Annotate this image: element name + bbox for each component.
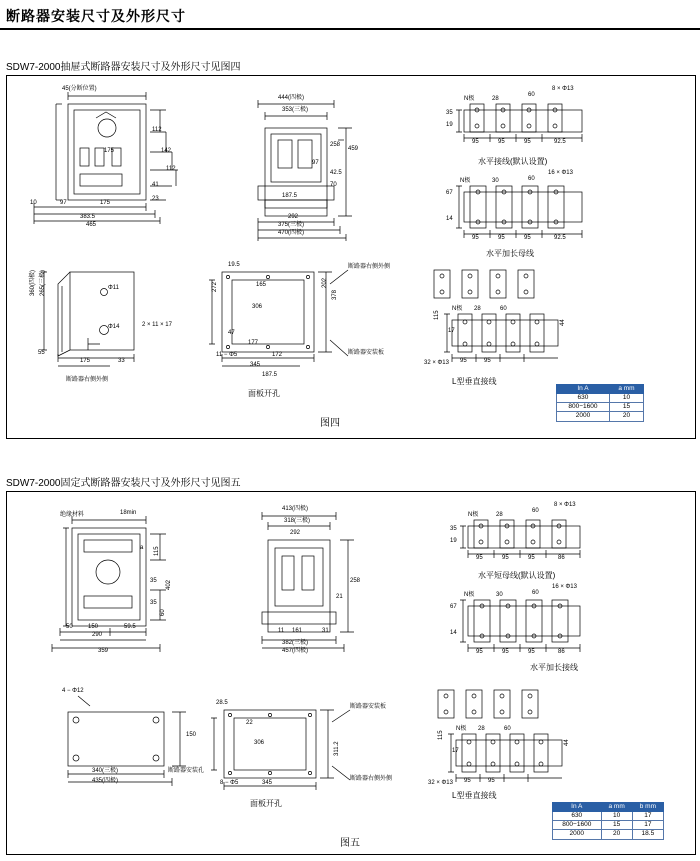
dim-label: 382(三极) bbox=[282, 640, 309, 646]
dim-label: 19.5 bbox=[228, 262, 240, 268]
dim-label: 258 bbox=[350, 578, 361, 584]
dim-label: 33 bbox=[118, 358, 125, 364]
dim-label: 172 bbox=[272, 352, 283, 358]
table-header-cell: a mm bbox=[609, 385, 643, 394]
dim-label: 97 bbox=[312, 160, 319, 166]
dim-label: 55 bbox=[38, 350, 45, 356]
dim-label: 202 bbox=[322, 277, 328, 288]
dim-label: 95 bbox=[524, 235, 531, 241]
dim-label: 383.5 bbox=[80, 214, 96, 220]
dim-label: 95 bbox=[476, 649, 483, 655]
dim-label: 435(四极) bbox=[92, 778, 119, 784]
dim-label: 150 bbox=[186, 732, 197, 738]
table-cell: 20 bbox=[609, 412, 643, 421]
dim-label: 95 bbox=[476, 555, 483, 561]
dim-label: 187.5 bbox=[262, 372, 278, 378]
dim-label: 86 bbox=[558, 555, 565, 561]
dim-label: 23 bbox=[152, 196, 159, 202]
dim-label: 8 × Φ13 bbox=[552, 86, 574, 92]
dim-label: 44 bbox=[564, 739, 570, 746]
dim-label: 187.5 bbox=[282, 193, 298, 199]
dim-label: 175 bbox=[104, 148, 115, 154]
dim-label: Φ11 bbox=[108, 285, 120, 291]
dim-label: 2 × 11 × 17 bbox=[142, 322, 172, 328]
dim-label: N极 bbox=[468, 512, 479, 518]
table-cell: 10 bbox=[601, 812, 632, 821]
dim-label: 97 bbox=[60, 200, 67, 206]
dim-label: 30 bbox=[492, 178, 499, 184]
subcaption-panel-cut: 面板开孔 bbox=[250, 799, 282, 808]
dim-label: 265(三极) bbox=[40, 269, 46, 296]
subcaption-panel-cut: 面板开孔 bbox=[248, 389, 280, 398]
table-cell: 2000 bbox=[557, 412, 610, 421]
dim-label: 345 bbox=[250, 362, 261, 368]
dim-label: 115 bbox=[154, 546, 160, 556]
dim-label: 41 bbox=[152, 182, 159, 188]
dim-label: 175 bbox=[100, 200, 111, 206]
dim-label: 165 bbox=[256, 282, 267, 288]
table-header-cell: a mm bbox=[601, 803, 632, 812]
dim-label: N极 bbox=[464, 592, 475, 598]
dim-label: 340(三极) bbox=[92, 768, 119, 774]
dim-label: 32 × Φ13 bbox=[428, 780, 453, 786]
subcaption-extended: 水平加长母线 bbox=[486, 249, 534, 258]
table-cell: 630 bbox=[553, 812, 602, 821]
dim-label: 59.5 bbox=[124, 624, 136, 630]
dim-label: 290 bbox=[92, 632, 103, 638]
dim-label: 17 bbox=[452, 748, 459, 754]
dim-label: 112 bbox=[152, 127, 162, 133]
table-cell: 800−1600 bbox=[557, 403, 610, 412]
dim-label: 35 bbox=[446, 110, 453, 116]
dim-label: 17 bbox=[448, 328, 455, 334]
subcaption-horizontal: 水平接线(默认设置) bbox=[478, 157, 548, 166]
dim-label: 95 bbox=[472, 235, 479, 241]
table-cell: 17 bbox=[632, 821, 663, 830]
dim-label: 92.5 bbox=[554, 235, 566, 241]
dim-label: 353(三极) bbox=[282, 107, 309, 113]
dim-label: N极 bbox=[460, 178, 471, 184]
dim-label: 161 bbox=[292, 628, 303, 634]
dim-label: a bbox=[140, 545, 144, 551]
table-cell: 15 bbox=[609, 403, 643, 412]
dim-label: 32 × Φ13 bbox=[424, 360, 449, 366]
dim-label: 50 bbox=[66, 624, 73, 630]
dim-label: 306 bbox=[252, 304, 263, 310]
dim-label: 95 bbox=[528, 555, 535, 561]
dim-label: 378 bbox=[332, 289, 338, 300]
dim-label: 375(三极) bbox=[278, 222, 305, 228]
dim-label: 18min bbox=[120, 510, 137, 516]
dim-label: 92.5 bbox=[554, 139, 566, 145]
dim-label: 28 bbox=[474, 306, 481, 312]
dim-label: 60 bbox=[500, 306, 507, 312]
dim-label: 95 bbox=[484, 358, 491, 364]
table-cell: 20 bbox=[601, 830, 632, 839]
dim-label: 95 bbox=[502, 649, 509, 655]
dim-label: 67 bbox=[450, 604, 457, 610]
dim-label: 22 bbox=[246, 720, 253, 726]
dim-label: N极 bbox=[456, 726, 467, 732]
dim-label: 35 bbox=[150, 578, 157, 584]
table-row bbox=[553, 821, 664, 830]
dim-label: 95 bbox=[524, 139, 531, 145]
dim-label: 30 bbox=[496, 592, 503, 598]
dim-label: 95 bbox=[498, 235, 505, 241]
dim-label: 断路器右侧外侧 bbox=[66, 377, 109, 383]
dim-label: 60 bbox=[528, 176, 535, 182]
figure-label-five: 图五 bbox=[340, 838, 360, 849]
table-header-cell: In A bbox=[557, 385, 610, 394]
dim-label: 459 bbox=[348, 146, 359, 152]
dim-label: 19 bbox=[446, 122, 453, 128]
dim-label: 断路器安装板 bbox=[350, 704, 387, 710]
dim-label: 60 bbox=[528, 92, 535, 98]
dim-label: 175 bbox=[80, 358, 91, 364]
section-2-caption: SDW7-2000固定式断路器安装尺寸及外形尺寸见图五 bbox=[6, 478, 241, 489]
dim-label: 292 bbox=[290, 530, 301, 536]
dim-label: 28 bbox=[478, 726, 485, 732]
dim-label: 28 bbox=[496, 512, 503, 518]
dim-label: 10 bbox=[30, 200, 37, 206]
table-cell: 630 bbox=[557, 394, 610, 403]
dim-label: 28.5 bbox=[216, 700, 228, 706]
dim-label: 60 bbox=[532, 590, 539, 596]
dim-label: 35 bbox=[150, 600, 157, 606]
dim-label: 60 bbox=[532, 508, 539, 514]
table-cell: 10 bbox=[609, 394, 643, 403]
dim-label: 150 bbox=[88, 624, 99, 630]
dim-label: 11 − Φ5 bbox=[216, 352, 238, 358]
figure-label-four: 图四 bbox=[320, 418, 340, 429]
dim-label: 258 bbox=[330, 142, 341, 148]
dim-label: 8 × Φ13 bbox=[554, 502, 576, 508]
dim-label: 14 bbox=[450, 630, 457, 636]
dim-label: 444(四极) bbox=[278, 95, 305, 101]
subcaption-extended: 水平加长接线 bbox=[530, 663, 578, 672]
dim-label: 42.5 bbox=[330, 170, 342, 176]
dim-label: 67 bbox=[446, 190, 453, 196]
dim-label: 359 bbox=[98, 648, 109, 654]
spec-table-five bbox=[552, 802, 664, 840]
dim-label: 断路器安装孔 bbox=[168, 768, 205, 774]
dim-label: 47 bbox=[228, 330, 235, 336]
dim-label: 318(三极) bbox=[284, 518, 311, 524]
dim-label: 断路器右侧外侧 bbox=[350, 776, 393, 782]
dim-label: 绝缘材料 bbox=[60, 512, 85, 518]
dim-label: 402 bbox=[166, 579, 172, 590]
dim-label: N极 bbox=[452, 306, 463, 312]
dim-label: 86 bbox=[558, 649, 565, 655]
dim-label: 292 bbox=[288, 214, 299, 220]
dim-label: 19 bbox=[450, 538, 457, 544]
dim-label: 16 × Φ13 bbox=[548, 170, 573, 176]
dim-label: 70 bbox=[330, 182, 337, 188]
dim-label: 95 bbox=[460, 358, 467, 364]
dim-label: 311.2 bbox=[334, 741, 340, 756]
table-cell: 2000 bbox=[553, 830, 602, 839]
dim-label: 21 bbox=[336, 594, 343, 600]
dim-label: 断路器右侧外侧 bbox=[348, 264, 391, 270]
subcaption-l-type: L型垂直接线 bbox=[452, 791, 497, 800]
dim-label: 413(四极) bbox=[282, 506, 309, 512]
dim-label: 95 bbox=[502, 555, 509, 561]
dim-label: 31 bbox=[322, 628, 329, 634]
table-header-cell: In A bbox=[553, 803, 602, 812]
subcaption-l-type: L型垂直接线 bbox=[452, 377, 497, 386]
table-cell: 800−1600 bbox=[553, 821, 602, 830]
dim-label: 4 − Φ12 bbox=[62, 688, 84, 694]
table-row bbox=[553, 812, 664, 821]
dim-label: 457(四极) bbox=[282, 648, 309, 654]
dim-label: 16 × Φ13 bbox=[552, 584, 577, 590]
page-title: 断路器安装尺寸及外形尺寸 bbox=[6, 8, 186, 24]
dim-label: 306 bbox=[254, 740, 265, 746]
dim-label: N极 bbox=[464, 96, 475, 102]
dim-label: 44 bbox=[560, 319, 566, 326]
dim-label: 11 bbox=[278, 628, 285, 634]
dim-label: 95 bbox=[488, 778, 495, 784]
dim-label: 177 bbox=[248, 340, 259, 346]
dim-label: 465 bbox=[86, 222, 97, 228]
table-cell: 15 bbox=[601, 821, 632, 830]
dim-label: 470(四极) bbox=[278, 230, 305, 236]
dim-label: 14 bbox=[446, 216, 453, 222]
dim-label: 35 bbox=[450, 526, 457, 532]
dim-label: 360(四极) bbox=[30, 269, 36, 296]
dim-label: 115 bbox=[438, 730, 444, 740]
table-header-cell: b mm bbox=[632, 803, 663, 812]
dim-label: 95 bbox=[528, 649, 535, 655]
dim-label: 142 bbox=[161, 148, 172, 154]
dim-label: 断路器安装板 bbox=[348, 350, 385, 356]
dim-label: 60 bbox=[160, 609, 166, 616]
dim-label: 95 bbox=[498, 139, 505, 145]
dim-label: Φ14 bbox=[108, 324, 120, 330]
dim-label: 115 bbox=[434, 310, 440, 320]
dim-label: 60 bbox=[504, 726, 511, 732]
dim-label: 95 bbox=[472, 139, 479, 145]
dim-label: 28 bbox=[492, 96, 499, 102]
dim-label: 8 − Φ5 bbox=[220, 780, 239, 786]
section-1-caption: SDW7-2000抽屉式断路器安装尺寸及外形尺寸见图四 bbox=[6, 62, 241, 73]
dim-label: 112 bbox=[166, 166, 176, 172]
table-cell: 17 bbox=[632, 812, 663, 821]
dim-label: 95 bbox=[464, 778, 471, 784]
dim-label: 45(分断位置) bbox=[62, 86, 97, 92]
dim-label: 345 bbox=[262, 780, 273, 786]
table-row bbox=[553, 830, 664, 839]
table-cell: 18.5 bbox=[632, 830, 663, 839]
subcaption-horizontal: 水平短母线(默认设置) bbox=[478, 571, 556, 580]
dim-label: 272 bbox=[212, 281, 218, 292]
